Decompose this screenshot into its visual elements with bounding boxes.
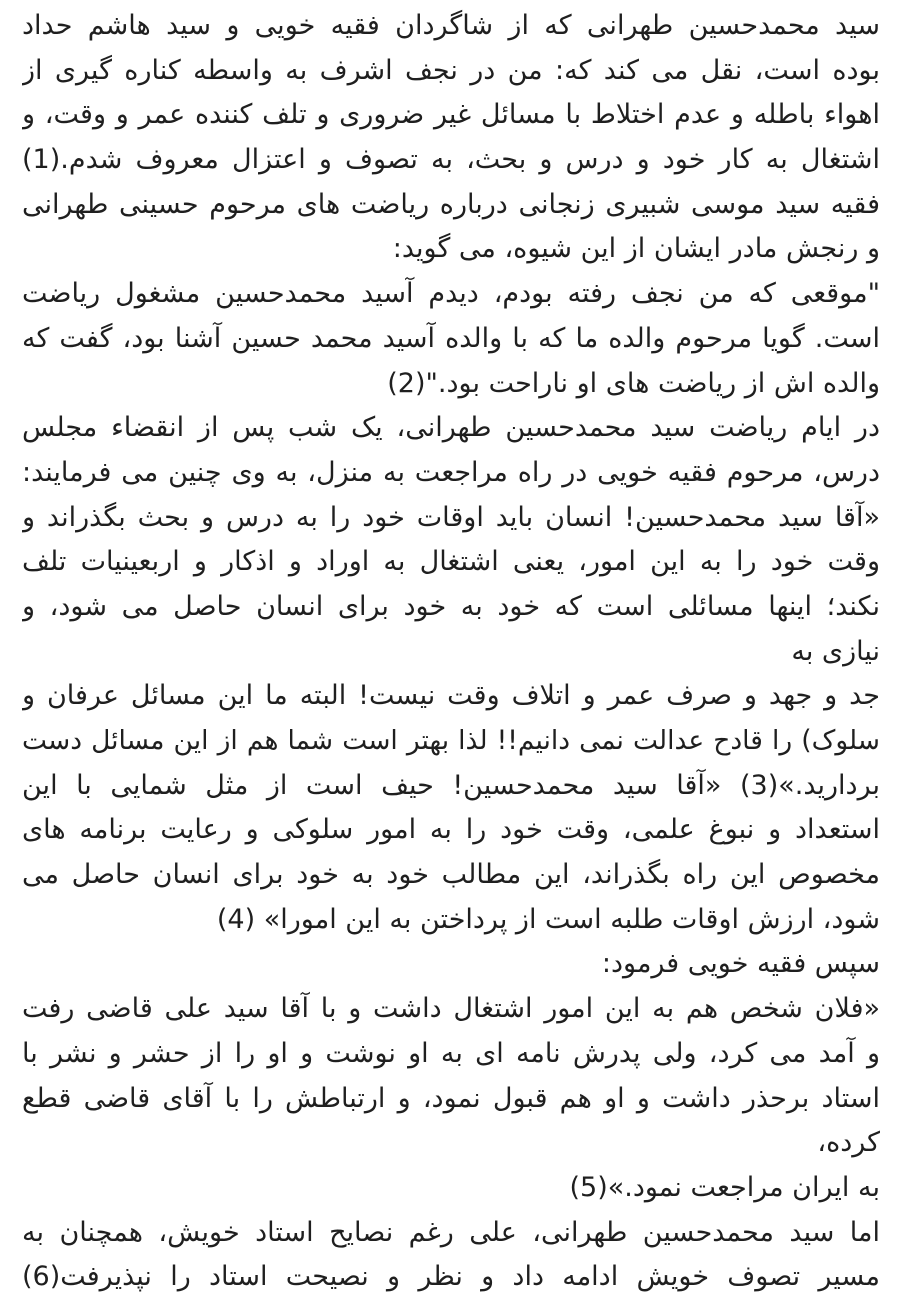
text-line: فقیه سید موسی شبیری زنجانی درباره ریاضت های مرحوم حسینی طهرانی [22,188,880,220]
text-line: نیازی به [791,635,880,667]
text-line: سید محمدحسین طهرانی که از شاگردان فقیه خویی و سید هاشم حداد [22,10,880,41]
text-line: استعداد و نبوغ علمی، وقت خود را به امور سلوکی و رعایت برنامه های [22,814,880,846]
text-line: است. گویا مرحوم والده ما که با والده آسید محمد حسین آشنا بود، گفت که [22,322,880,354]
text-line: "موقعی که من نجف رفته بودم، دیدم آسید محمدحسین مشغول ریاضت [22,278,880,310]
text-line: نکند؛ اینها مسائلی است که خود به خود برای انسان حاصل می شود، و [22,590,880,622]
text-line: درس، مرحوم فقیه خویی در راه مراجعت به منزل، به وی چنین می فرمایند: [22,456,880,488]
text-line: سلوک) را قادح عدالت نمی دانیم!! لذا بهتر است شما هم از این مسائل دست [22,725,880,756]
text-line: اما سید محمدحسین طهرانی، علی رغم نصایح استاد خویش، همچنان به [22,1216,880,1248]
text-line: وقت خود را به این امور، یعنی اشتغال به اوراد و اذکار و اربعینیات تلف [22,546,880,578]
text-line: اهواء باطله و عدم اختلاط با مسائل غیر ضروری و تلف کننده عمر و وقت، و [22,99,880,131]
text-line: بردارید.»(3) «آقا سید محمدحسین! حیف است از مثل شمایی با این [22,769,880,801]
text-line: کرده، [817,1127,880,1159]
text-line: «آقا سید محمدحسین! انسان باید اوقات خود را به درس و بحث بگذراند و [22,501,880,533]
text-line: جد و جهد و صرف عمر و اتلاف وقت نیست! البته ما این مسائل عرفان و [22,680,880,712]
text-line: استاد برحذر داشت و او هم قبول نمود، و ارتباطش را با آقای قاضی قطع [22,1082,880,1114]
document-page [0,4,912,1293]
text-line: در ایام ریاضت سید محمدحسین طهرانی، یک شب پس از انقضاء مجلس [22,412,880,444]
text-line: مسیر تصوف خویش ادامه داد و نظر و نصیحت استاد را نپذیرفت(6) [22,1261,880,1293]
text-line: و آمد می کرد، ولی پدرش نامه ای به او نوشت و او را از حشر و نشر با [22,1037,880,1069]
text-line: به ایران مراجعت نمود.»(5) [569,1171,880,1203]
text-line: بوده است، نقل می کند که: من در نجف اشرف به واسطه کناره گیری از [22,54,880,86]
text-line: شود، ارزش اوقات طلبه است از پرداختن به این امورا» (4) [216,903,880,935]
text-line: اشتغال به کار خود و درس و بحث، به تصوف و اعتزال معروف شدم.(1) [22,144,880,176]
text-line: مخصوص این راه بگذراند، این مطالب خود به خود برای انسان حاصل می [22,859,880,891]
text-line: و رنجش مادر ایشان از این شیوه، می گوید: [392,233,880,265]
text-line: «فلان شخص هم به این امور اشتغال داشت و با آقا سید علی قاضی رفت [22,993,880,1025]
text-line: سپس فقیه خویی فرمود: [601,948,880,980]
text-line: والده اش از ریاضت های او ناراحت بود."(2) [387,367,880,399]
